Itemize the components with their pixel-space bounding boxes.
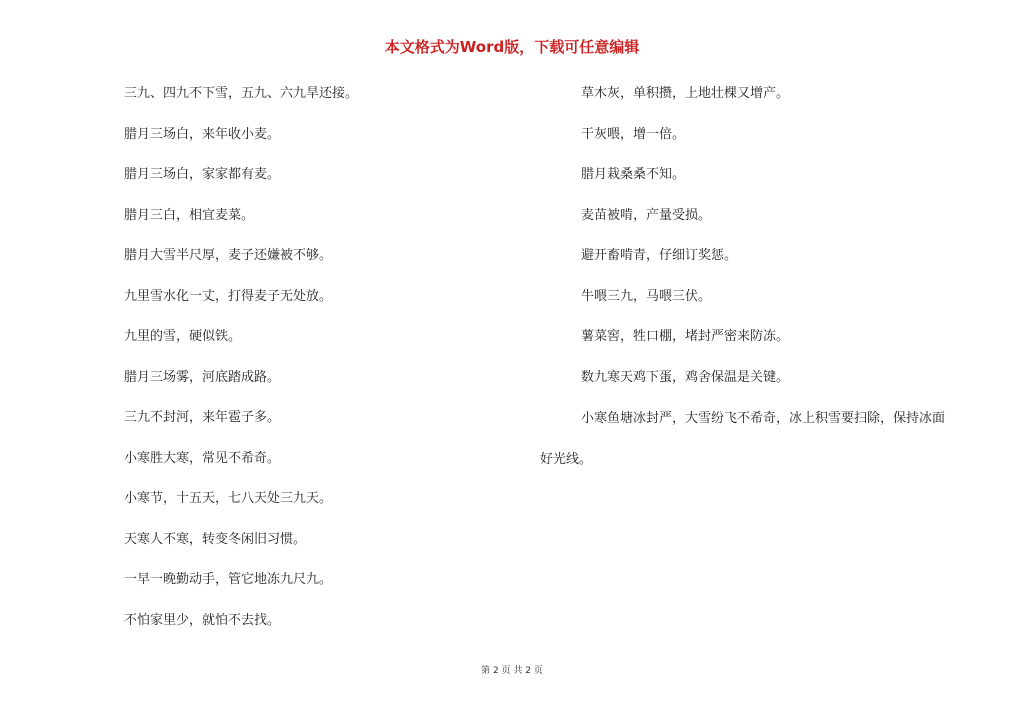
proverb-line: 草木灰，单积攒，上地壮棵又增产。: [581, 86, 790, 101]
proverb-line: 九里雪水化一丈，打得麦子无处放。: [124, 288, 333, 304]
proverb-line: 腊月大雪半尺厚，麦子还嫌被不够。: [124, 248, 333, 263]
proverb-line: 天寒人不寒，转变冬闲旧习惯。: [124, 531, 307, 547]
document-header-title: 本文格式为Word版，下载可任意编辑: [384, 38, 640, 56]
proverb-line: 干灰喂，增一倍。: [581, 126, 686, 142]
proverb-line: 麦苗被啃，产量受损。: [581, 207, 712, 223]
proverb-paragraph: 小寒鱼塘冰封严，大雪纷飞不希奇，冰上积雪要扫除，保持冰面好光线。: [540, 411, 946, 467]
left-text-column: [124, 84, 524, 651]
proverb-line: 数九寒天鸡下蛋，鸡舍保温是关键。: [581, 369, 790, 385]
proverb-line: 薯菜窖，牲口棚，堵封严密来防冻。: [581, 329, 790, 344]
proverb-line: 小寒胜大寒，常见不希奇。: [124, 450, 281, 466]
right-text-column: [540, 84, 960, 480]
proverb-line: 腊月三场白，来年收小麦。: [124, 126, 281, 142]
page-number: 第 2 页 共 2 页: [481, 666, 543, 676]
proverb-line: 三九不封河，来年雹子多。: [124, 410, 281, 425]
proverb-line: 牛喂三九，马喂三伏。: [581, 288, 712, 304]
proverb-line: 避开畜啃青，仔细订奖惩。: [581, 248, 738, 263]
proverb-line: 一早一晚勤动手，管它地冻九尺九。: [124, 572, 333, 587]
proverb-line: 腊月栽桑桑不知。: [581, 167, 686, 182]
proverb-line: 腊月三白，相宜麦菜。: [124, 207, 255, 223]
proverb-line: 九里的雪，硬似铁。: [124, 329, 242, 344]
proverb-line: 腊月三场雾，河底踏成路。: [124, 369, 281, 385]
proverb-line: 小寒节，十五天，七八天处三九天。: [124, 491, 333, 506]
proverb-line: 腊月三场白，家家都有麦。: [124, 167, 281, 182]
proverb-line: 三九、四九不下雪，五九、六九旱还接。: [124, 86, 359, 101]
proverb-line: 不怕家里少，就怕不去找。: [124, 612, 281, 628]
